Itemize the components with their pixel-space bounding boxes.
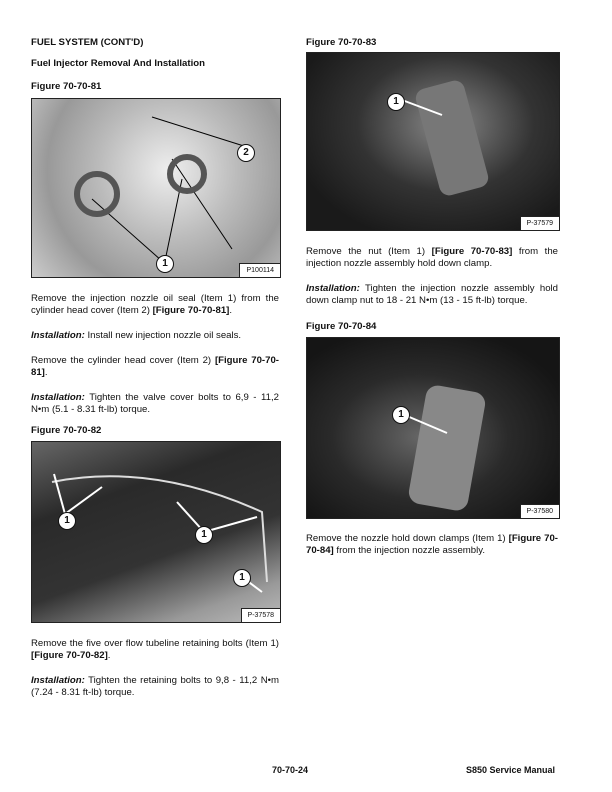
- figure-label: Figure 70-70-84: [306, 321, 377, 332]
- text: Remove the injection nozzle oil seal (Item 1) from the cylinder head cover (Item 2): [31, 293, 279, 317]
- callout-1: 1: [156, 255, 174, 273]
- figure-label: Figure 70-70-81: [31, 81, 102, 92]
- installation-note: [31, 330, 279, 342]
- figure-ref: [Figure 70-70-83]: [431, 246, 513, 257]
- text: Remove the nozzle hold down clamps (Item 1): [306, 533, 509, 544]
- page-number: 70-70-24: [272, 765, 309, 775]
- photo-id: P-37579: [520, 216, 559, 230]
- figure-label: Figure 70-70-83: [306, 37, 377, 48]
- text: Remove the five over flow tubeline retaining bolts (Item 1): [31, 638, 279, 649]
- callout-1: 1: [392, 406, 410, 424]
- installation-label: Installation:: [31, 675, 85, 686]
- photo-id: P-37580: [520, 504, 559, 518]
- text: Tighten the valve cover bolts to 6,9 - 11,2 N•m (5.1 - 8.31 ft-lb) torque.: [31, 392, 279, 416]
- leader-lines: [307, 53, 559, 230]
- leader-lines: [307, 338, 559, 518]
- installation-label: Installation:: [306, 283, 360, 294]
- callout-2: 2: [237, 144, 255, 162]
- figure-70-70-81: [31, 98, 281, 278]
- figure-ref: [Figure 70-70-81]: [152, 305, 230, 317]
- paragraph: [31, 638, 279, 663]
- text: Remove the nut (Item 1): [306, 246, 432, 257]
- section-title: FUEL SYSTEM (CONT'D): [31, 37, 144, 48]
- leader-lines: [32, 442, 280, 622]
- text: from the injection nozzle assembly.: [333, 545, 485, 557]
- installation-label: Installation:: [31, 392, 85, 403]
- callout-1: 1: [387, 93, 405, 111]
- manual-title: S850 Service Manual: [466, 765, 556, 775]
- paragraph: [31, 293, 279, 318]
- text: Tighten the injection nozzle assembly hold down clamp nut to 18 - 21 N•m (13 - 15 ft-lb) torque.: [306, 283, 558, 307]
- installation-note: [31, 392, 279, 417]
- paragraph: [31, 355, 279, 380]
- figure-70-70-84: [306, 337, 560, 519]
- installation-label: Installation:: [31, 330, 85, 341]
- figure-ref: [Figure 70-70-82]: [31, 650, 108, 662]
- paragraph: [306, 533, 558, 558]
- text: Remove the cylinder head cover (Item 2): [31, 355, 215, 366]
- text: .: [107, 650, 111, 662]
- leader-lines: [32, 99, 280, 277]
- text: Install new injection nozzle oil seals.: [84, 330, 242, 341]
- subsection-title: Fuel Injector Removal And Installation: [31, 58, 205, 69]
- figure-70-70-83: [306, 52, 560, 231]
- figure-70-70-82: [31, 441, 281, 623]
- text: Tighten the retaining bolts to 9,8 - 11,2 N•m (7.24 - 8.31 ft-lb) torque.: [31, 675, 279, 699]
- callout-1: 1: [58, 512, 76, 530]
- figure-label: Figure 70-70-82: [31, 425, 102, 436]
- callout-1: 1: [233, 569, 251, 587]
- installation-note: [306, 283, 558, 308]
- text: .: [229, 305, 233, 317]
- figure-ref: [Figure 70-70-81]: [31, 355, 279, 379]
- text: .: [44, 367, 48, 379]
- callout-1: 1: [195, 526, 213, 544]
- text: from the injection nozzle assembly hold down clamp.: [306, 246, 558, 270]
- photo-id: P100114: [239, 263, 280, 277]
- installation-note: [31, 675, 279, 700]
- photo-id: P-37578: [241, 608, 280, 622]
- figure-ref: [Figure 70-70-84]: [306, 533, 558, 557]
- paragraph: [306, 246, 558, 271]
